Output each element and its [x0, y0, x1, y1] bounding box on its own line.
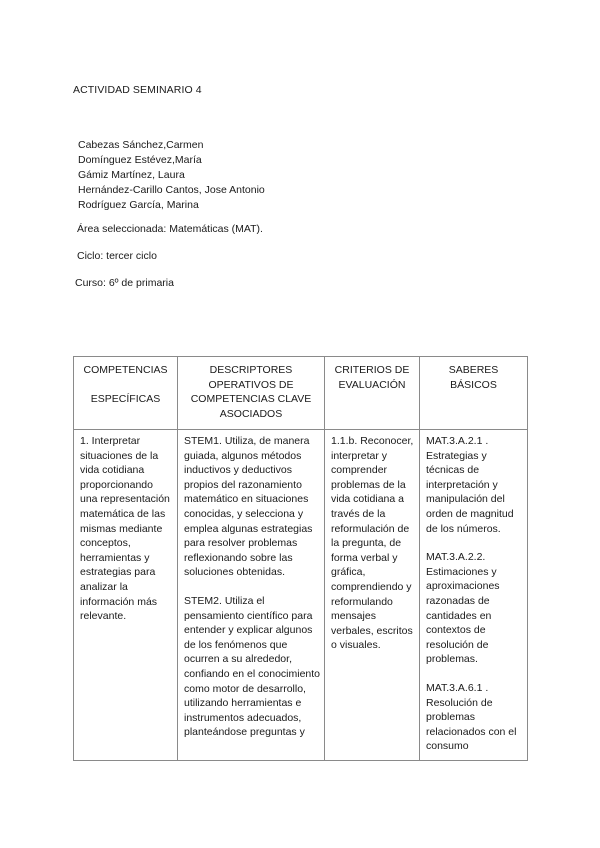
table-row: [74, 430, 528, 761]
descriptor-stem2: STEM2. Utiliza el pensamiento científico para entender y explicar algunos de los fenómenos que ocurren a su alrededor, confiando en el conocimiento como motor de desarrollo, utilizando herramientas e instrumentos adecuados, planteándose preguntas y: [184, 594, 321, 739]
author-name: Hernández-Carillo Cantos, Jose Antonio: [78, 184, 265, 196]
header-descriptores: [178, 357, 325, 430]
document-title: ACTIVIDAD SEMINARIO 4: [73, 84, 202, 96]
cell-criterio: [325, 430, 420, 761]
header-descriptores-text: DESCRIPTORES OPERATIVOS DE COMPETENCIAS CLAVE ASOCIADOS: [190, 364, 312, 420]
header-competencias: [74, 357, 178, 430]
competencia-text: 1. Interpretar situaciones de la vida cotidiana proporcionando una representación matemática de las mismas mediante conceptos, herramientas y estrategias para analizar la información más relevante.: [80, 435, 170, 623]
header-competencias-line1: COMPETENCIAS: [83, 364, 168, 376]
criterio-text: 1.1.b. Reconocer, interpretar y comprender problemas de la vida cotidiana a través de la reformulación de la pregunta, de forma verbal y gráfica, comprendiendo y reformulando mensajes verbales, escritos o visuales.: [331, 435, 414, 652]
header-criterios-text: CRITERIOS DE EVALUACIÓN: [334, 364, 410, 391]
author-name: Gámiz Martínez, Laura: [78, 169, 185, 181]
descriptor-stem1: STEM1. Utiliza, de manera guiada, algunos métodos inductivos y deductivos propios del razonamiento matemático en situaciones conocidas, y selecciona y emplea algunas estrategias para resolver problemas reflexionando sobre las soluciones obtenidas.: [184, 435, 313, 579]
header-saberes-text: SABERES BÁSICOS: [448, 364, 499, 391]
selected-area: Área seleccionada: Matemáticas (MAT).: [77, 223, 263, 235]
course-info: Curso: 6º de primaria: [75, 277, 174, 289]
cell-saberes: [420, 430, 528, 761]
competencies-table: [73, 356, 528, 761]
saber-item: MAT.3.A.2.2. Estimaciones y aproximaciones razonadas de cantidades en contextos de resolución de problemas.: [426, 551, 500, 666]
header-competencias-line2: ESPECÍFICAS: [90, 392, 161, 405]
authors-list: [78, 138, 265, 213]
cycle-info: Ciclo: tercer ciclo: [77, 250, 157, 262]
saber-item: MAT.3.A.2.1 . Estrategias y técnicas de interpretación y manipulación del orden de magnitud de los números.: [426, 435, 514, 535]
author-name: Rodríguez García, Marina: [78, 199, 199, 211]
header-saberes: [420, 357, 528, 430]
author-name: Domínguez Estévez,María: [78, 154, 202, 166]
saber-item: MAT.3.A.6.1 . Resolución de problemas relacionados con el consumo: [426, 681, 517, 753]
cell-descriptores: [178, 430, 325, 761]
author-name: Cabezas Sánchez,Carmen: [78, 139, 204, 151]
header-criterios: [325, 357, 420, 430]
table-header-row: [74, 357, 528, 430]
cell-competencia: [74, 430, 178, 761]
